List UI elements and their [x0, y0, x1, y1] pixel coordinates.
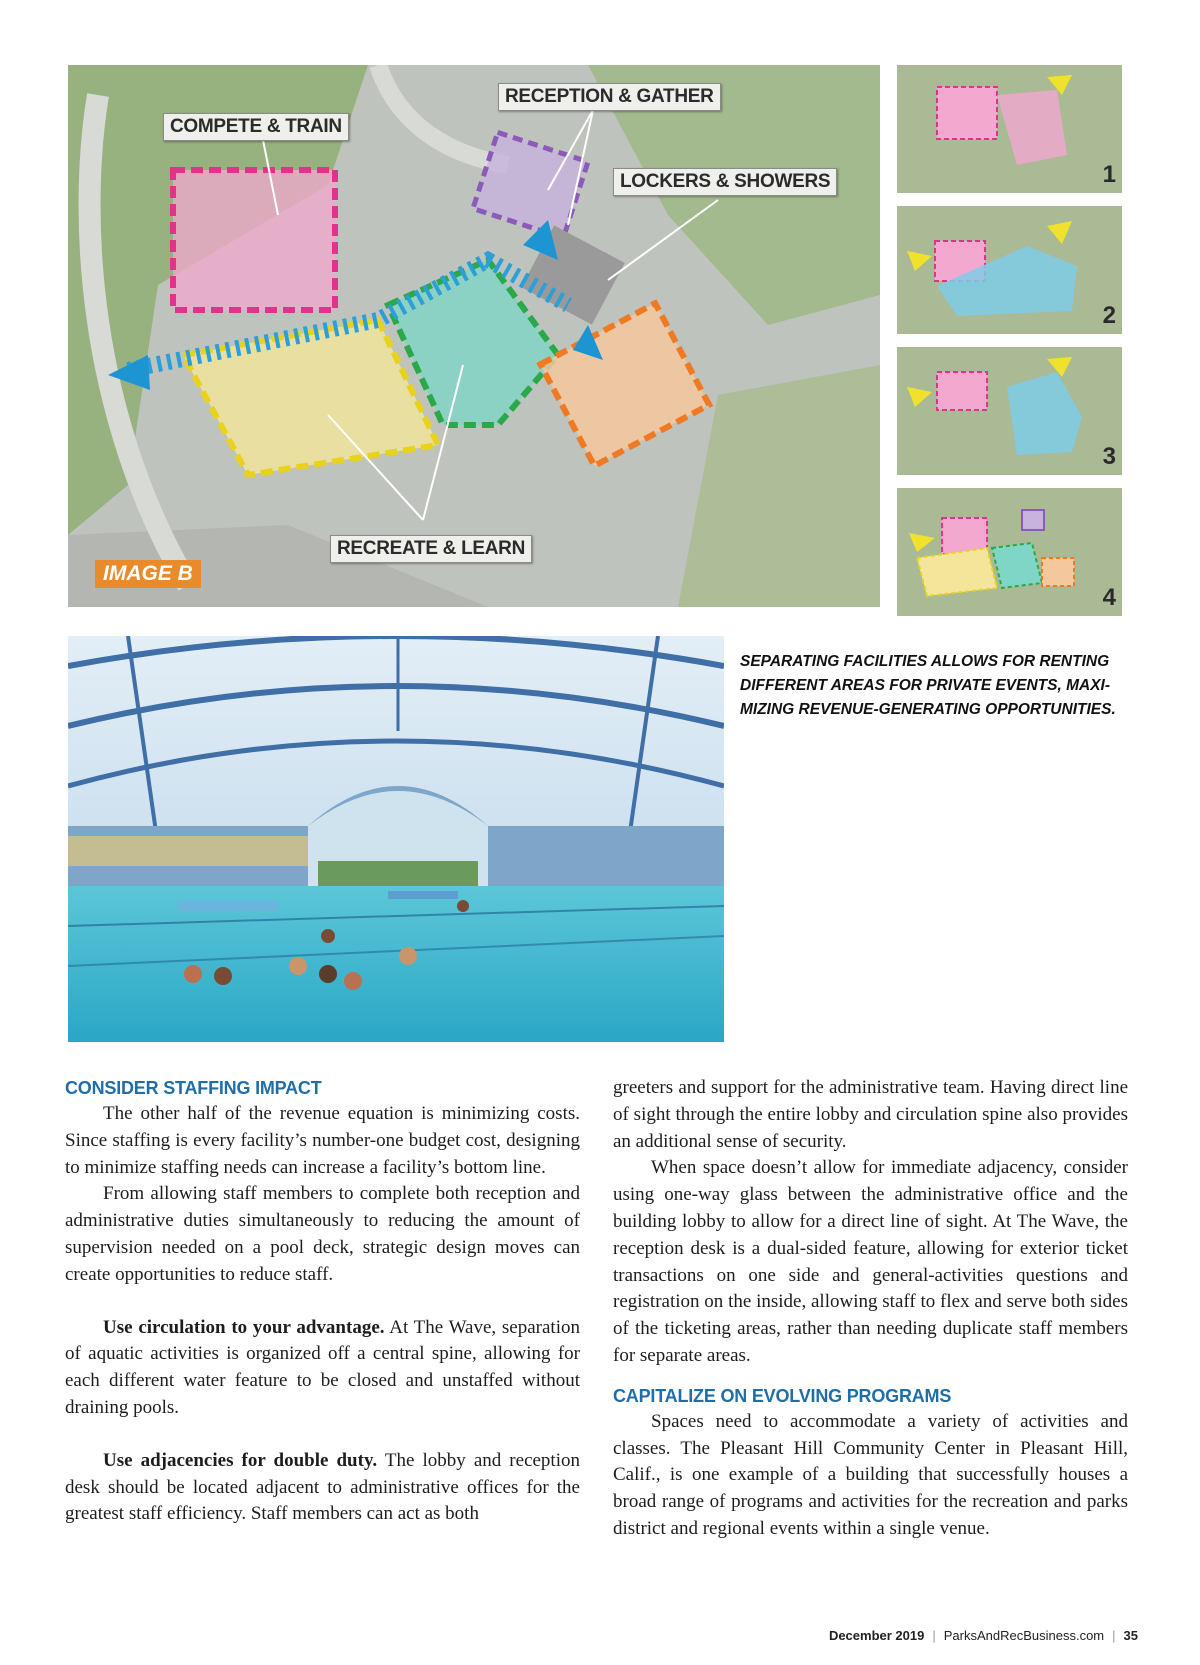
indoor-pool-drawing: [68, 636, 724, 1042]
footer-date: December 2019: [828, 1628, 925, 1643]
section-heading-staffing: CONSIDER STAFFING IMPACT: [65, 1078, 322, 1098]
paragraph: greeters and support for the administrative team. Having direct line of sight through the entire lobby and circulation spine also provides an additional sense of security.: [613, 1077, 1128, 1152]
thumbnail-1: [897, 65, 1122, 193]
thumbnail-4-drawing: [897, 488, 1122, 616]
paragraph: When space doesn’t allow for immediate adjacency, consider using one-way glass between the administrative office and the building lobby to allow for a direct line of sight. At The Wave, the reception desk is a dual-sided feature, allowing for exterior ticket transactions on one side and general-activities questions and registration on the inside, allowing staff to flex and serve both sides of the ticketing areas, rather than needing duplicate staff members for separate areas.: [613, 1157, 1128, 1366]
paragraph-body: The lobby and reception desk should be located adjacent to administrative offices for the greatest staff efficiency. Staff members can act as both: [65, 1449, 580, 1525]
paragraph-body: At The Wave, separation of aquatic activities is organized off a central spine, allowing for each different water feature to be closed and unstaffed without draining pools.: [65, 1316, 580, 1418]
article-column-left: [65, 1075, 580, 1528]
paragraph: The other half of the revenue equation is minimizing costs. Since staffing is every facility’s number-one budget cost, designing to minimize staffing needs can increase a facility’s bottom line.: [65, 1103, 580, 1178]
image-b-tag: IMAGE B: [95, 560, 201, 588]
photo-caption: SEPARATING FACILITIES ALLOWS FOR RENTING DIFFERENT AREAS FOR PRIVATE EVENTS, MAXI-MIZING REVENUE-GENERATING OPPORTUNITIES.: [740, 653, 1116, 718]
thumbnail-1-drawing: [897, 65, 1122, 193]
label-reception-gather: RECEPTION & GATHER: [498, 83, 721, 111]
paragraph: Spaces need to accommodate a variety of activities and classes. The Pleasant Hill Community Center in Pleasant Hill, Calif., is one example of a building that successfully houses a broad range of programs and activities for the recreation and parks district and regional events within a single venue.: [613, 1410, 1128, 1539]
label-lockers-showers: LOCKERS & SHOWERS: [613, 168, 837, 196]
label-recreate-learn: RECREATE & LEARN: [330, 535, 532, 563]
thumbnail-4: [897, 488, 1122, 616]
thumbnail-4-number: 4: [1102, 584, 1116, 611]
thumbnail-3-drawing: [897, 347, 1122, 475]
paragraph: [65, 1315, 580, 1422]
paragraph: [65, 1448, 580, 1528]
page-footer: December 2019 | ParksAndRecBusiness.com | 35: [828, 1628, 1138, 1643]
site-plan-drawing: [68, 65, 880, 607]
section-heading-programs: CAPITALIZE ON EVOLVING PROGRAMS: [613, 1385, 952, 1406]
indoor-pool-photo: [68, 636, 724, 1042]
thumbnail-3-number: 3: [1102, 443, 1116, 470]
thumbnail-3: [897, 347, 1122, 475]
label-compete-train: COMPETE & TRAIN: [163, 113, 349, 141]
footer-website: ParksAndRecBusiness.com: [943, 1628, 1105, 1643]
site-plan-image: [68, 65, 880, 607]
paragraph-lead: Use circulation to your advantage.: [103, 1316, 385, 1338]
thumbnail-2: [897, 206, 1122, 334]
article-column-right: [613, 1075, 1128, 1543]
thumbnail-2-drawing: [897, 206, 1122, 334]
paragraph: From allowing staff members to complete both reception and administrative duties simultaneously to reducing the amount of supervision needed on a pool deck, strategic design moves can create opportunities to reduce staff.: [65, 1183, 580, 1285]
paragraph-lead: Use adjacencies for double duty.: [103, 1449, 378, 1471]
thumbnail-1-number: 1: [1102, 161, 1116, 188]
page-number: 35: [1123, 1628, 1138, 1643]
thumbnail-2-number: 2: [1102, 302, 1116, 329]
